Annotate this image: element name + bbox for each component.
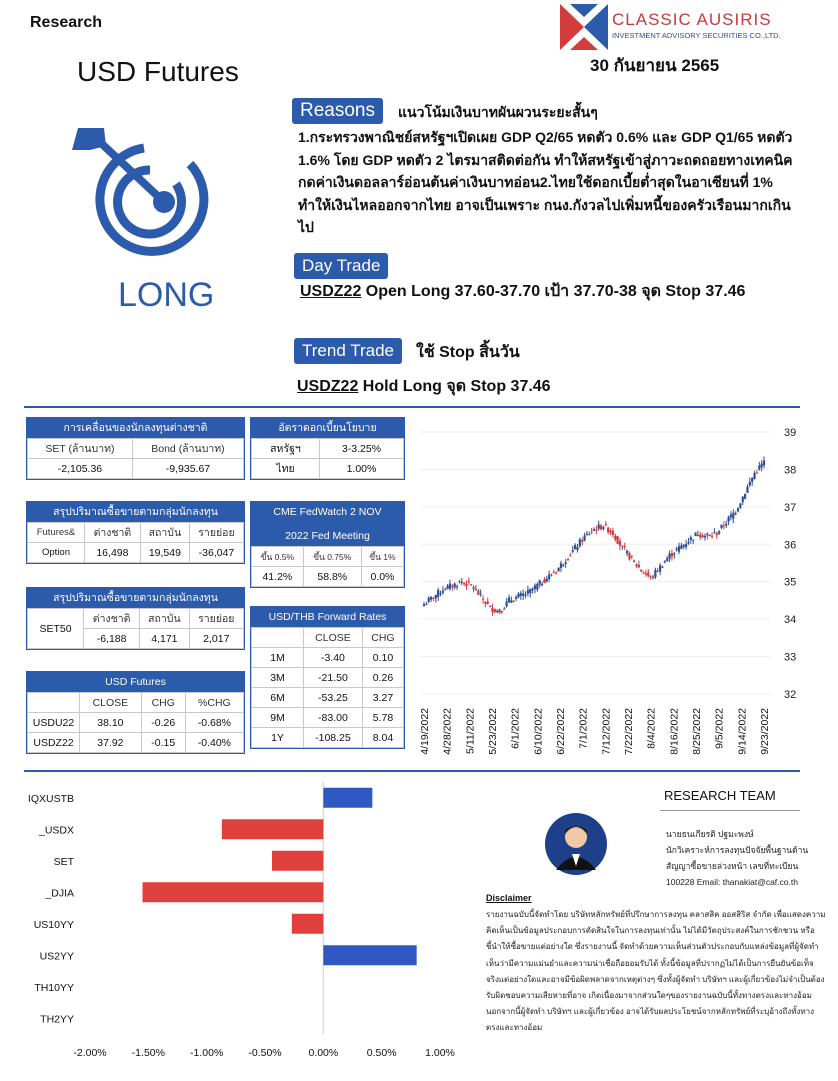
usd-futures-chg: -0.26 (141, 713, 185, 733)
y-tick-label: 39 (784, 427, 797, 439)
usd-futures-table (26, 671, 245, 754)
candle-body (753, 473, 755, 479)
candle-body (583, 535, 585, 540)
forward-col: CHG (362, 628, 403, 648)
analyst-contact: 100228 Email: thanakiat@caf.co.th (666, 877, 798, 887)
section-divider (24, 770, 800, 772)
candle-body (638, 565, 640, 568)
candle-body (732, 513, 734, 519)
candle-body (749, 482, 751, 486)
set50-table (26, 587, 245, 650)
candle-body (602, 527, 604, 529)
foreign-flow-value: -9,935.67 (132, 459, 243, 479)
candle-body (569, 555, 571, 556)
candle-body (572, 550, 574, 552)
company-name: CLASSIC AUSIRIS (612, 10, 772, 29)
candle-body (609, 531, 611, 533)
candle-body (619, 541, 621, 546)
x-tick-label: -1.50% (131, 1047, 165, 1059)
forward-chg: 8.04 (362, 728, 403, 748)
candle-body (742, 497, 744, 502)
usd-futures-title: USD Futures (27, 672, 244, 692)
x-tick-label: 9/14/2022 (736, 708, 749, 755)
candle-body (680, 546, 682, 549)
x-tick-label: 0.00% (308, 1047, 339, 1059)
x-tick-label: 5/23/2022 (487, 708, 499, 755)
candle-body (480, 593, 482, 594)
candle-body (650, 576, 652, 577)
bar-category-label: IQXUSTB (27, 792, 74, 805)
candle-body (496, 611, 498, 612)
candle-body (727, 517, 729, 522)
fedwatch-value: 58.8% (303, 567, 361, 587)
usd-futures-chg: -0.15 (141, 733, 185, 753)
forward-chg: 5.78 (362, 708, 403, 728)
trend-trade-text: Hold Long จุด Stop 37.46 (358, 378, 551, 395)
set50-col: รายย่อย (189, 609, 243, 629)
reasons-headline: แนวโน้มเงินบาทผันผวนระยะสั้นๆ (398, 104, 598, 120)
candle-body (472, 587, 474, 589)
candle-body (626, 551, 628, 553)
candle-body (683, 545, 685, 547)
foreign-flow-value: -2,105.36 (28, 459, 133, 479)
y-tick-label: 32 (784, 689, 797, 701)
candle-body (687, 542, 689, 544)
candle-body (449, 584, 451, 589)
analyst-license: สัญญาซื้อขายล่วงหน้า เลขที่ทะเบียน (666, 861, 799, 871)
futures-option-value: -36,047 (189, 543, 243, 563)
forward-close: -83.00 (304, 708, 363, 728)
candle-body (746, 487, 748, 493)
candle-body (678, 546, 680, 552)
futures-option-table (26, 501, 245, 564)
candle-body (720, 525, 722, 528)
candle-body (763, 460, 765, 465)
day-trade-pill: Day Trade (294, 253, 388, 279)
x-tick-label: -0.50% (248, 1047, 282, 1059)
candle-body (484, 602, 486, 604)
candle-body (529, 589, 531, 593)
y-tick-label: 36 (784, 539, 797, 552)
candle-body (614, 536, 616, 540)
candle-body (612, 531, 614, 535)
candle-body (709, 535, 711, 536)
candle-body (631, 556, 633, 557)
candle-body (463, 583, 465, 584)
candle-body (510, 600, 512, 602)
analyst-name: นายธนเกียรติ ปฐมะพงษ์ (666, 829, 754, 839)
usd-futures-close: 37.92 (80, 733, 142, 753)
set50-title: สรุปปริมาณซื้อขายตามกลุ่มนักลงทุน (27, 588, 244, 608)
candle-body (598, 525, 600, 529)
set50-value: 2,017 (189, 629, 243, 649)
candle-body (588, 534, 590, 535)
trend-trade-headline: ใช้ Stop สิ้นวัน (416, 344, 520, 361)
x-tick-label: 9/23/2022 (759, 708, 771, 755)
candle-body (428, 598, 430, 602)
forward-rates-table (250, 606, 405, 749)
bar (272, 851, 323, 871)
candle-body (652, 577, 654, 578)
candle-body (513, 601, 515, 602)
policy-rate-country: สหรัฐฯ (252, 439, 320, 459)
candle-body (758, 466, 760, 470)
analyst-info (666, 826, 836, 890)
candle-body (697, 535, 699, 536)
fedwatch-col: ขึ้น 0.75% (303, 547, 361, 567)
candle-body (595, 530, 597, 531)
candle-body (576, 547, 578, 550)
candle-body (640, 570, 642, 572)
candle-body (676, 549, 678, 550)
candle-body (515, 597, 517, 599)
candle-body (739, 503, 741, 507)
futures-option-row-label: Futures& (28, 523, 85, 543)
futures-option-col: สถาบัน (140, 523, 189, 543)
forward-tenor: 9M (252, 708, 304, 728)
company-subtitle: INVESTMENT ADVISORY SECURITIES CO.,LTD. (612, 31, 781, 40)
candle-body (456, 586, 458, 587)
candle-body (454, 583, 456, 587)
set50-col: ต่างชาติ (84, 609, 140, 629)
foreign-flow-title: การเคลื่อนของนักลงทุนต่างชาติ (27, 418, 244, 438)
candle-body (444, 589, 446, 590)
candle-body (642, 573, 644, 574)
candle-body (751, 478, 753, 482)
candle-body (713, 532, 715, 533)
candle-body (470, 584, 472, 585)
candle-body (546, 579, 548, 582)
candle-body (548, 574, 550, 579)
x-tick-label: 6/10/2022 (532, 708, 545, 755)
forward-close: -21.50 (304, 668, 363, 688)
candle-body (605, 524, 607, 525)
candle-body (503, 609, 505, 610)
candle-body (494, 609, 496, 612)
signal-label: LONG (118, 276, 215, 314)
candle-body (555, 572, 557, 573)
x-tick-label: 6/22/2022 (555, 708, 567, 755)
y-tick-label: 38 (784, 464, 797, 477)
x-tick-label: 1.00% (425, 1047, 455, 1059)
usd-futures-pct: -0.68% (185, 713, 243, 733)
candle-body (482, 599, 484, 600)
set50-col: สถาบัน (140, 609, 189, 629)
trend-trade-line (297, 374, 551, 399)
x-tick-label: 0.50% (366, 1047, 397, 1059)
x-tick-label: 8/16/2022 (668, 708, 681, 755)
bar-category-label: TH10YY (34, 981, 74, 994)
candle-body (699, 534, 701, 537)
fedwatch-value: 0.0% (361, 567, 403, 587)
forward-close: -53.25 (304, 688, 363, 708)
candle-body (557, 568, 559, 572)
company-logo-icon (560, 4, 608, 50)
trend-trade-pill: Trend Trade (294, 338, 402, 364)
reasons-body: 1.กระทรวงพาณิชย์สหรัฐฯเปิดเผย GDP Q2/65 หดตัว 0.6% และ GDP Q1/65 หดตัว 1.6% โดย GDP หดตัว 2 ไตรมาสติดต่อกัน ทำให้สหรัฐเข้าสู่ภาวะถดถอยทางเทคนิค กดค่าเงินดอลลาร์อ่อนต้นค่าเงินบาทอ่อน2.ไทยใช้ดอกเบี้ยต่ำสุดในอาเซียนที่ 1% ทำให้เงินไหลออกจากไทย อาจเป็นเพราะ กนง.กังวลไปเพิ่มหนี้ของครัวเรือนมากเกินไป (298, 129, 793, 235)
bar-category-label: _USDX (38, 824, 74, 837)
fedwatch-col: ขึ้น 1% (361, 547, 403, 567)
candle-body (591, 531, 593, 532)
candle-body (524, 594, 526, 595)
forward-col: CLOSE (304, 628, 363, 648)
bar-category-label: SET (53, 855, 74, 868)
bar (292, 914, 324, 934)
candle-body (671, 553, 673, 556)
candle-body (447, 585, 449, 589)
fedwatch-table (250, 501, 405, 588)
policy-rate-value: 1.00% (319, 459, 403, 479)
candle-body (600, 525, 602, 529)
candle-body (567, 559, 569, 560)
candle-body (690, 537, 692, 540)
section-divider (24, 406, 800, 408)
disclaimer-body: รายงานฉบับนี้จัดทำโดย บริษัทหลักทรัพย์ที่ปรึกษาการลงทุน คลาสสิค ออสสิริส จำกัด เพื่อแสดงความคิดเห็นเป็นข้อมูลประกอบการตัดสินใจในการลงทุนเท่านั้น ไม่ได้มีวัตถุประสงค์ในการชักชวน หรือชี้นำให้ซื้อขายแต่อย่างใด ซึ่งรายงานนี้ จัดทำด้วยความเห็นส่วนตัวประกอบกับแหล่งข้อมูลที่ผู้จัดทำเห็นว่ามีความแม่นยำและความน่าเชื่อถือยอมรับได้ ทั้งนี้ข้อมูลที่ปรากฏไม่ได้เป็นการยืนยันข้อเท็จจริงแต่อย่างใดและอาจมีข้อผิดพลาดจากเหตุต่างๆ ซึ่งทั้งผู้จัดทำ บริษัทฯ และผู้เกี่ยวข้องไม่จำเป็นต้องรับผิดชอบความเสียหายที่อาจ เกิดเนื่องมาจากส่วนใดๆของรายงานฉบับนี้ทั้งทางตรงและทางอ้อม นอกจากนี้ผู้จัดทำ บริษัทฯ และผู้เกี่ยวข้อง อาจได้รับผลประโยชน์จากหลักทรัพย์ที่ระบุอ้างถึงทั้งทางตรงและทางอ้อม (486, 910, 826, 1033)
candle-body (541, 584, 543, 585)
x-tick-label: 8/4/2022 (645, 708, 658, 749)
candle-body (624, 546, 626, 547)
forward-tenor: 3M (252, 668, 304, 688)
candle-body (517, 594, 519, 598)
reasons-pill: Reasons (292, 98, 383, 124)
candle-body (756, 472, 758, 473)
forward-tenor: 6M (252, 688, 304, 708)
candle-body (718, 531, 720, 533)
set50-row-label: SET50 (28, 609, 84, 649)
page-title: USD Futures (77, 56, 239, 87)
fedwatch-title: CME FedWatch 2 NOV (251, 502, 404, 522)
futures-option-row-label: Option (28, 543, 85, 563)
candle-body (723, 526, 725, 527)
foreign-flow-col: SET (ล้านบาท) (28, 439, 133, 459)
candle-body (491, 608, 493, 612)
candle-body (487, 601, 489, 603)
candle-body (498, 609, 500, 613)
bar-category-label: TH2YY (40, 1013, 74, 1026)
candle-body (430, 597, 432, 600)
candle-body (458, 581, 460, 582)
candle-body (439, 593, 441, 594)
foreign-flow-table (26, 417, 245, 480)
candle-body (534, 585, 536, 589)
candle-body (761, 464, 763, 467)
trend-trade-symbol: USDZ22 (297, 378, 359, 395)
research-team-title: RESEARCH TEAM (664, 788, 776, 803)
candle-body (506, 602, 508, 607)
y-tick-label: 37 (784, 501, 797, 514)
usd-futures-symbol: USDU22 (28, 713, 80, 733)
candle-body (737, 508, 739, 511)
candle-body (617, 536, 619, 544)
policy-rate-value: 3-3.25% (319, 439, 403, 459)
candle-body (633, 561, 635, 562)
candle-body (560, 563, 562, 568)
x-tick-label: 6/1/2022 (509, 708, 522, 749)
candle-body (702, 535, 704, 537)
x-tick-label: 8/25/2022 (691, 708, 703, 755)
x-tick-label: 7/1/2022 (577, 708, 590, 749)
candle-body (579, 539, 581, 546)
candle-body (435, 595, 437, 598)
candle-body (532, 589, 534, 590)
candle-body (664, 561, 666, 562)
bar (222, 819, 323, 839)
candle-body (527, 590, 529, 593)
forward-chg: 3.27 (362, 688, 403, 708)
candle-body (550, 574, 552, 575)
candle-body (730, 515, 732, 518)
policy-rate-table (250, 417, 405, 480)
y-tick-label: 35 (784, 576, 797, 589)
x-tick-label: 9/5/2022 (713, 708, 726, 749)
candle-body (539, 580, 541, 584)
candle-body (489, 606, 491, 607)
candle-body (711, 536, 713, 537)
forward-tenor: 1M (252, 648, 304, 668)
analyst-role: นักวิเคราะห์การลงทุนปัจจัยพื้นฐานด้าน (666, 845, 809, 855)
candle-body (451, 586, 453, 587)
usd-futures-pct: -0.40% (185, 733, 243, 753)
candle-body (477, 591, 479, 595)
futures-option-title: สรุปปริมาณซื้อขายตามกลุ่มนักลงทุน (27, 502, 244, 522)
candle-body (586, 534, 588, 535)
candle-body (536, 584, 538, 590)
candle-body (647, 572, 649, 576)
forward-close: -108.25 (304, 728, 363, 748)
bar-category-label: US2YY (39, 950, 74, 963)
candle-body (668, 554, 670, 559)
usd-futures-symbol: USDZ22 (28, 733, 80, 753)
fedwatch-subtitle: 2022 Fed Meeting (251, 522, 404, 546)
candle-body (461, 582, 463, 583)
candle-body (442, 591, 444, 593)
candle-body (685, 544, 687, 547)
forward-chg: 0.26 (362, 668, 403, 688)
day-trade-symbol: USDZ22 (300, 283, 362, 300)
candle-body (468, 581, 470, 582)
policy-rate-country: ไทย (252, 459, 320, 479)
candle-body (716, 533, 718, 535)
forward-rates-title: USD/THB Forward Rates (251, 607, 404, 627)
candle-body (543, 579, 545, 583)
candle-body (725, 524, 727, 526)
futures-option-value: 19,549 (140, 543, 189, 563)
x-tick-label: -2.00% (73, 1047, 107, 1059)
usd-futures-col: CLOSE (80, 693, 142, 713)
forward-chg: 0.10 (362, 648, 403, 668)
section-label: Research (30, 14, 103, 31)
candle-body (735, 513, 737, 514)
candle-body (465, 584, 467, 586)
candle-body (423, 604, 425, 606)
x-tick-label: -1.00% (190, 1047, 224, 1059)
candle-body (475, 589, 477, 590)
candle-body (565, 562, 567, 564)
usdthb-candlestick-chart (410, 412, 810, 772)
set50-value: 4,171 (140, 629, 189, 649)
candle-body (706, 534, 708, 536)
candle-body (645, 573, 647, 574)
x-tick-label: 7/12/2022 (600, 708, 613, 755)
bar-category-label: _DJIA (45, 887, 74, 900)
day-trade-line (300, 279, 745, 304)
candle-body (661, 567, 663, 568)
policy-rate-title: อัตราดอกเบี้ยนโยบาย (251, 418, 404, 438)
candle-body (432, 598, 434, 599)
candle-body (692, 540, 694, 541)
candle-body (501, 611, 503, 612)
candle-body (621, 546, 623, 547)
candle-body (657, 571, 659, 572)
foreign-flow-col: Bond (ล้านบาท) (132, 439, 243, 459)
candle-body (607, 528, 609, 533)
candle-body (666, 558, 668, 561)
bar-category-label: US10YY (33, 918, 74, 931)
usd-futures-col: %CHG (185, 693, 243, 713)
bar (323, 788, 372, 808)
x-tick-label: 7/22/2022 (623, 708, 635, 755)
futures-option-col: รายย่อย (189, 523, 243, 543)
candle-body (425, 604, 427, 605)
candle-body (574, 545, 576, 549)
bar (143, 882, 324, 902)
bar (323, 945, 416, 965)
market-change-bar-chart (20, 776, 480, 1066)
team-divider (660, 810, 800, 811)
candle-body (581, 540, 583, 542)
futures-option-col: ต่างชาติ (84, 523, 140, 543)
candle-body (520, 593, 522, 596)
usd-futures-col: CHG (141, 693, 185, 713)
set50-value: -6,188 (84, 629, 140, 649)
x-tick-label: 5/11/2022 (464, 708, 477, 754)
analyst-avatar (544, 812, 608, 876)
candle-body (437, 590, 439, 597)
candle-body (659, 565, 661, 571)
fedwatch-value: 41.2% (252, 567, 304, 587)
candle-body (673, 554, 675, 555)
candle-body (635, 564, 637, 566)
futures-option-value: 16,498 (84, 543, 140, 563)
fedwatch-col: ขึ้น 0.5% (252, 547, 304, 567)
x-tick-label: 4/28/2022 (441, 708, 454, 755)
candle-body (562, 565, 564, 566)
day-trade-text: Open Long 37.60-37.70 เป้า 37.70-38 จุด Stop 37.46 (361, 283, 746, 300)
y-tick-label: 33 (784, 651, 797, 664)
candle-body (694, 532, 696, 536)
target-icon (72, 128, 248, 256)
usd-futures-close: 38.10 (80, 713, 142, 733)
candle-body (654, 570, 656, 577)
candle-body (593, 529, 595, 530)
disclaimer-title: Disclaimer (486, 893, 532, 903)
report-date: 30 กันยายน 2565 (590, 56, 720, 75)
x-tick-label: 4/19/2022 (419, 708, 431, 755)
forward-tenor: 1Y (252, 728, 304, 748)
candle-body (553, 572, 555, 573)
y-tick-label: 34 (784, 614, 797, 627)
candle-body (522, 594, 524, 596)
forward-close: -3.40 (304, 648, 363, 668)
candle-body (628, 553, 630, 559)
candle-body (704, 536, 706, 537)
candle-body (508, 598, 510, 603)
candle-body (744, 494, 746, 499)
